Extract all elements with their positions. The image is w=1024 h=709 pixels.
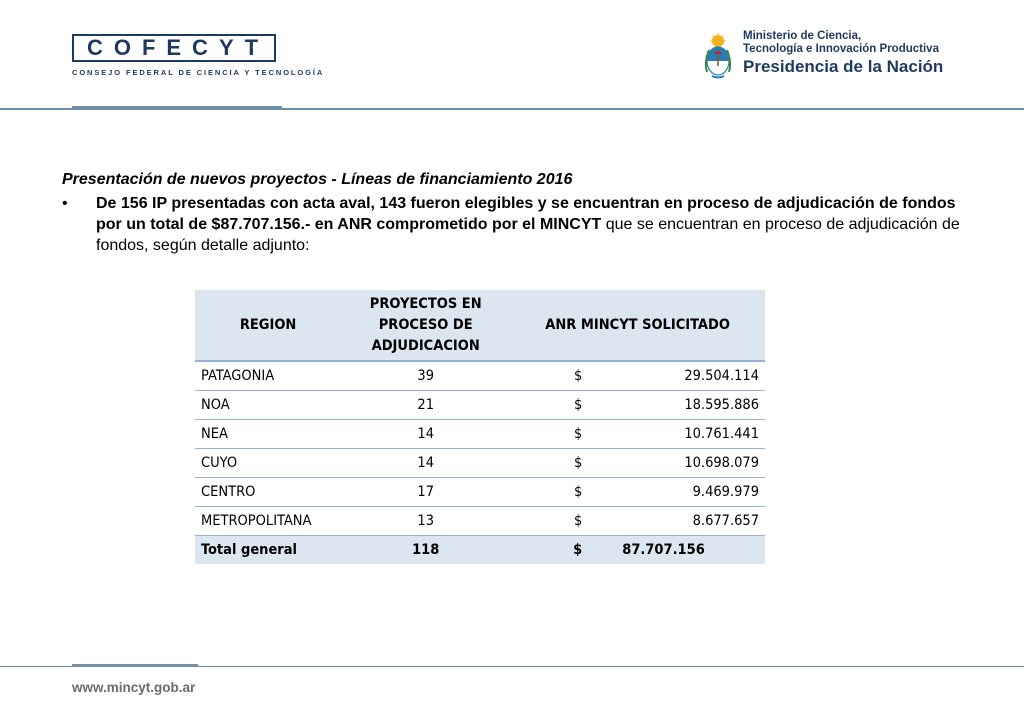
cell-region: PATAGONIA [195,361,341,391]
ministry-logo [703,30,943,80]
total-anr: 87.707.156 [596,536,765,565]
cell-anr: 29.504.114 [596,361,765,391]
ministry-line-2: Tecnología e Innovación Productiva [743,42,939,55]
cofecyt-logo-subtitle: CONSEJO FEDERAL DE CIENCIA Y TECNOLOGÍA [72,68,325,77]
cofecyt-logo-title: COFECYT [72,34,276,62]
cell-region: CUYO [195,449,341,478]
table-header-row [195,290,765,361]
header-anr: ANR MINCYT SOLICITADO [510,290,765,361]
header-proyectos: PROYECTOS EN PROCESO DE ADJUDICACION [341,290,510,361]
table-row [195,449,765,478]
cell-region: CENTRO [195,478,341,507]
cell-currency: $ [510,361,596,391]
footer-website-link[interactable]: www.mincyt.gob.ar [72,680,196,695]
slide-title: Presentación de nuevos proyectos - Líneas de financiamiento 2016 [62,171,573,188]
cell-anr: 10.761.441 [596,420,765,449]
header-region: REGION [195,290,341,361]
cell-currency: $ [510,449,596,478]
ministry-line-3: Presidencia de la Nación [743,56,944,76]
cell-region: METROPOLITANA [195,507,341,536]
cell-currency: $ [510,420,596,449]
argentina-coat-of-arms-icon [703,32,733,80]
adjudication-table [195,290,765,564]
table-row [195,478,765,507]
cell-anr: 10.698.079 [596,449,765,478]
footer-divider-accent [72,664,198,667]
cell-anr: 9.469.979 [596,478,765,507]
table-row [195,361,765,391]
table-total-row [195,536,765,565]
cell-region: NOA [195,391,341,420]
cell-proyectos: 21 [341,391,510,420]
bullet-bold-text: De 156 IP presentadas con acta aval, 143 fueron elegibles y se encuentran en proceso de adjudicación de fondos por un total de $87.707.156.- en ANR comprometido por el MINCYT [96,195,956,233]
cell-currency: $ [510,478,596,507]
cell-currency: $ [510,391,596,420]
total-label: Total general [195,536,341,565]
cell-anr: 18.595.886 [596,391,765,420]
total-currency: $ [510,536,596,565]
header-divider-accent [72,106,282,110]
cell-currency: $ [510,507,596,536]
table-row [195,420,765,449]
cell-proyectos: 17 [341,478,510,507]
table-row [195,391,765,420]
cell-proyectos: 39 [341,361,510,391]
bullet-paragraph [62,193,962,256]
cell-proyectos: 14 [341,420,510,449]
table-row [195,507,765,536]
bullet-dot: • [62,195,68,212]
cofecyt-logo [72,34,324,77]
cell-region: NEA [195,420,341,449]
total-proyectos: 118 [341,536,510,565]
ministry-line-1: Ministerio de Ciencia, [743,30,862,42]
cell-proyectos: 14 [341,449,510,478]
cell-proyectos: 13 [341,507,510,536]
bullet-normal-text: que se encuentran en proceso de adjudicación de fondos, según detalle adjunto: [96,216,960,254]
cell-anr: 8.677.657 [596,507,765,536]
